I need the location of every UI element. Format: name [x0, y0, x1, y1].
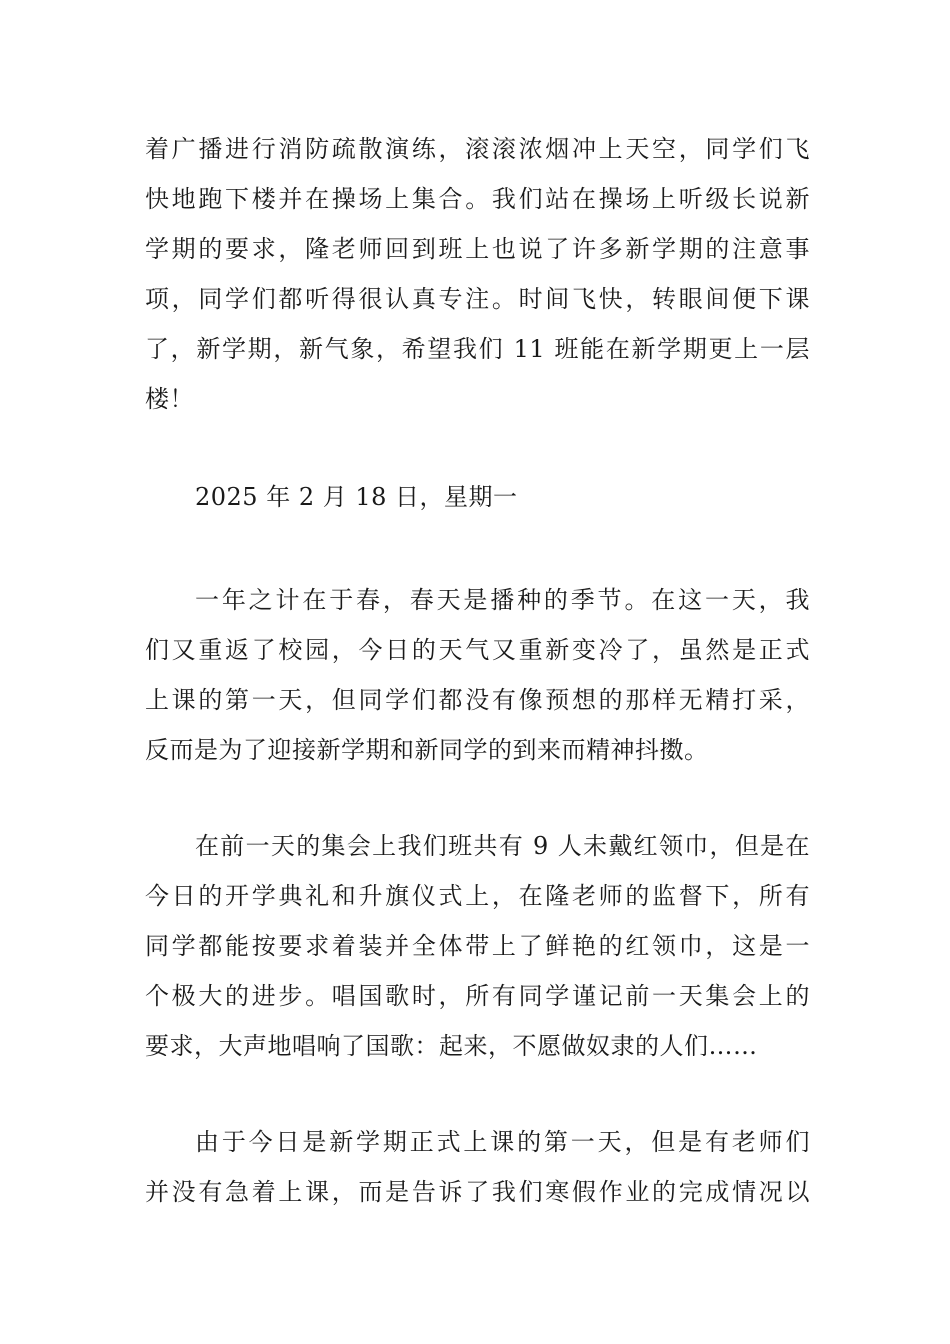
text-line: 着广播进行消防疏散演练，滚滚浓烟冲上天空，同学们飞 — [145, 135, 810, 163]
text-line: 要求，大声地唱响了国歌：起来，不愿做奴隶的人们…… — [145, 1032, 758, 1060]
date-line: 2025 年 2 月 18 日，星期一 — [195, 483, 518, 511]
paragraph-spring — [145, 575, 810, 775]
text-line: 项，同学们都听得很认真专注。时间飞快，转眼间便下课 — [145, 285, 810, 313]
paragraph-first-class — [145, 1117, 810, 1217]
text-line: 学期的要求，隆老师回到班上也说了许多新学期的注意事 — [145, 235, 810, 263]
text-line: 由于今日是新学期正式上课的第一天，但是有老师们 — [195, 1128, 810, 1156]
text-line: 并没有急着上课，而是告诉了我们寒假作业的完成情况以 — [145, 1178, 810, 1206]
text-line: 快地跑下楼并在操场上集合。我们站在操场上听级长说新 — [145, 185, 810, 213]
diary-date — [145, 472, 810, 522]
text-line: 楼！ — [145, 385, 194, 413]
text-line: 今日的开学典礼和升旗仪式上，在隆老师的监督下，所有 — [145, 882, 810, 910]
text-line: 在前一天的集会上我们班共有 9 人未戴红领巾，但是在 — [195, 832, 810, 860]
paragraph-fire-drill — [145, 124, 810, 424]
paragraph-red-scarf — [145, 821, 810, 1071]
text-line: 同学都能按要求着装并全体带上了鲜艳的红领巾，这是一 — [145, 932, 810, 960]
text-line: 反而是为了迎接新学期和新同学的到来而精神抖擞。 — [145, 736, 709, 764]
text-line: 上课的第一天，但同学们都没有像预想的那样无精打采， — [145, 686, 810, 714]
text-line: 们又重返了校园，今日的天气又重新变冷了，虽然是正式 — [145, 636, 810, 664]
text-line: 个极大的进步。唱国歌时，所有同学谨记前一天集会上的 — [145, 982, 810, 1010]
text-line: 了，新学期，新气象，希望我们 11 班能在新学期更上一层 — [145, 335, 810, 363]
text-line: 一年之计在于春，春天是播种的季节。在这一天，我 — [195, 586, 810, 614]
